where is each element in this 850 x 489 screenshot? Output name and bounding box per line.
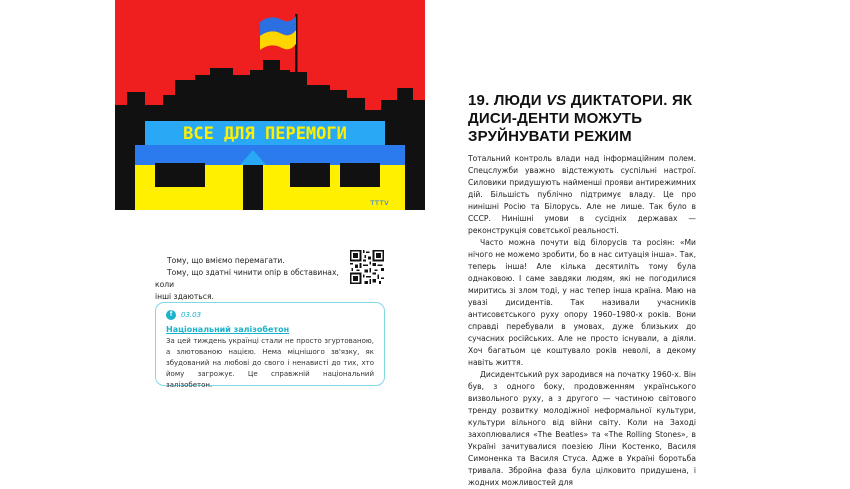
illustration-caption	[155, 255, 345, 303]
title-vs: VS	[546, 92, 567, 109]
post-body: За цей тиждень українці стали не просто згуртованою, а злютованою нацією. Нема міцнішого зв'язку, як збудований на любові до свого і ненависті до тих, хто йому загрожує. Це справжній національний залізобетон.	[166, 337, 374, 389]
qr-code[interactable]	[350, 250, 384, 284]
facebook-icon: f	[166, 310, 176, 320]
building-blue-band	[135, 145, 405, 165]
entrance-door	[243, 165, 263, 210]
article-paragraph: Часто можна почути від білорусів та росіян: «Ми нічого не можемо зробити, бо в нас ситуація інша». Так, теперь інша! Але кілька десятиліть тому була однаковою. І саме завдяки людям, які не погодилися миритись зі злом тоді, у нас тепер інша країна. Маю на увазі дисидентів. Так називали учасників антисовєтського руху опору 1960–1980-х років. Вони справді перебували в умовах, дуже близьких до сучасних російських. Але не просто існували, а діяли. Хоч багатьом це коштувало років неволі, а декому навіть життя.	[468, 238, 696, 367]
title-part2: ДИКТАТОРИ. ЯК ДИСИ-ДЕНТИ МОЖУТЬ ЗРУЙНУВАТИ РЕЖИМ	[468, 92, 693, 145]
banner-text: ВСЕ ДЛЯ ПЕРЕМОГИ	[183, 124, 347, 144]
building-window	[290, 163, 330, 187]
title-part1: 19. ЛЮДИ	[468, 92, 547, 109]
illustration-bottom	[115, 210, 425, 240]
building-window	[155, 163, 205, 187]
article-body	[468, 153, 696, 489]
post-title: Національний залізобетон	[166, 325, 290, 334]
artist-signature: тттv	[370, 198, 389, 207]
facebook-post-callout	[155, 302, 385, 389]
article-paragraph: Дисидентський рух зародився на початку 1960-х. Він був, з одного боку, продовженням українського визвольного руху, а з другого — частиною світового тренду розвитку молодіжної неформальної культури, культури вільного від війни світу. Коли на Заході захоплювалися «The Beatles» та «The Rolling Stones», в Україні зачитувалися поезією Ліни Костенко, Василя Симоненка та Василя Стуса. Адже в Україні боротьба тривала. Збройна фаза була цілковито придушена, і жодних можливостей для	[468, 370, 696, 487]
caption-line: Тому, що вміємо перемагати.	[167, 256, 285, 265]
chapter-title	[468, 92, 708, 146]
caption-line: інші здаються.	[155, 292, 214, 301]
article-paragraph: Тотальний контроль влади над інформаційним полем. Спецслужби уважно відстежують суспільні настрої. Силовики придушують найменші прояви антирежимних дій. Більшість публічно підтримує владу. Це про нинішні Росію та Білорусь. Але не лише. Так було в СССР. Нинішні умови в сусідніх державах — реконструкція совєтської реальності.	[468, 154, 696, 235]
callout-header	[166, 309, 374, 321]
post-date: 03.03	[181, 311, 202, 319]
illustration	[115, 0, 425, 240]
building-window	[340, 163, 380, 187]
caption-line: Тому, що здатні чинити опір в обставинах, коли	[155, 268, 339, 289]
